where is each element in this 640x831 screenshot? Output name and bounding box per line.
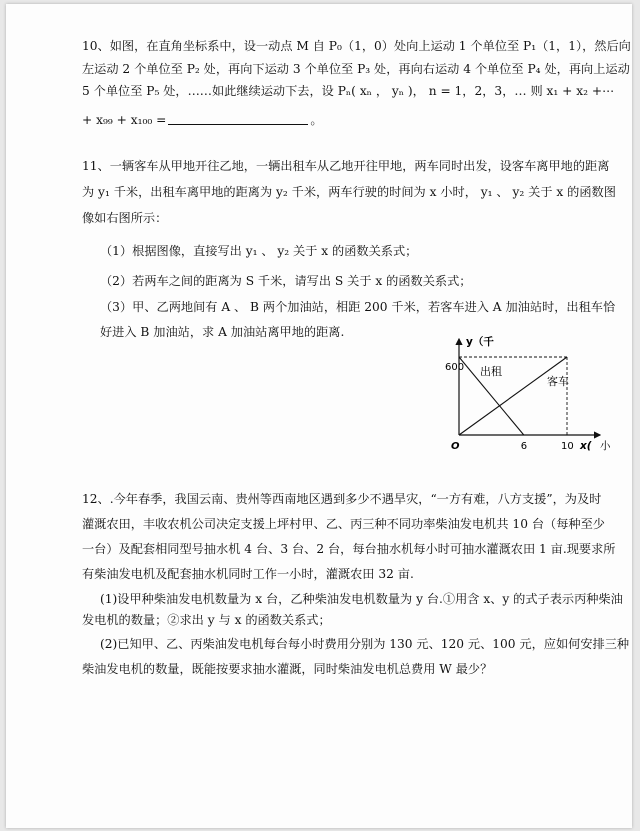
q12-sub-2: (2)已知甲、乙、丙柴油发电机每台每小时费用分别为 130 元、120 元、100 元，应如何安排三种 xyxy=(100,637,630,651)
q12-sub-2-cont: 柴油发电机的数量，既能按要求抽水灌溉，同时柴油发电机总费用 W 最少？ xyxy=(82,662,493,676)
q12-line-1: 12、.今年春季，我国云南、贵州等西南地区遇到多少不遇旱灾，“一方有难，八方支援”，为及时 xyxy=(82,492,602,506)
x-axis-label-tail: 小 xyxy=(600,440,611,452)
q10-sum-expression: + x₉₉ + x₁₀₀ = xyxy=(82,113,167,127)
y-tick-label-600: 600 xyxy=(445,362,465,373)
q12-sub-1: (1)设甲种柴油发电机数量为 x 台，乙种柴油发电机数量为 y 台.①用含 x、y 的式子表示丙种柴油 xyxy=(100,592,623,606)
q11-line-1: 11、一辆客车从甲地开往乙地，一辆出租车从乙地开往甲地，两车同时出发，设客车离甲地的距离 xyxy=(82,159,610,173)
q10-line-1: 10、如图，在直角坐标系中，设一动点 M 自 P₀（1，0）处向上运动 1 个单位至 P₁（1，1），然后向 xyxy=(82,39,631,53)
q10-line-3: 5 个单位至 P₅ 处，……如此继续运动下去，设 Pₙ( xₙ ， yₙ )， n = 1，2，3，… 则 x₁ + x₂ +⋯ xyxy=(82,84,615,98)
q12-line-4: 有柴油发电机及配套抽水机同时工作一小时，灌溉农田 32 亩. xyxy=(82,567,414,581)
q10-line-2: 左运动 2 个单位至 P₂ 处，再向下运动 3 个单位至 P₃ 处，再向右运动 4 个单位至 P₄ 处，再向上运动 xyxy=(82,62,630,76)
q11-sub-3: （3）甲、乙两地间有 A 、 B 两个加油站，相距 200 千米，若客车进入 A 加油站时，出租车恰 xyxy=(100,300,616,314)
q12-sub-1-cont: 发电机的数量；②求出 y 与 x 的函数关系式； xyxy=(82,613,331,627)
q11-sub-2: （2）若两车之间的距离为 S 千米，请写出 S 关于 x 的函数关系式； xyxy=(100,274,472,288)
q12-line-2: 灌溉农田，丰收农机公司决定支援上坪村甲、乙、丙三种不同功率柴油发电机共 10 台（每种至少 xyxy=(82,517,605,531)
series-label-taxi: 出租 xyxy=(480,365,502,378)
y-axis-label: y（千 xyxy=(466,336,494,348)
series-line-bus xyxy=(459,357,567,435)
q10-period: 。 xyxy=(310,113,323,127)
x-tick-label-6: 6 xyxy=(520,441,528,452)
q12-line-3: 一台）及配套相同型号抽水机 4 台、3 台、2 台，每台抽水机每小时可抽水灌溉农田 1 亩.现要求所 xyxy=(82,542,616,556)
x-axis-label: x( xyxy=(580,440,592,452)
q11-line-3: 像如右图所示： xyxy=(82,211,168,225)
q10-line-4 xyxy=(82,112,323,128)
answer-blank[interactable] xyxy=(168,112,308,125)
q11-sub-1: （1）根据图像，直接写出 y₁ 、 y₂ 关于 x 的函数关系式； xyxy=(100,244,418,258)
q11-line-2: 为 y₁ 千米，出租车离甲地的距离为 y₂ 千米，两车行驶的时间为 x 小时， y₁ 、 y₂ 关于 x 的函数图 xyxy=(82,185,616,199)
distance-time-graph xyxy=(430,325,620,460)
q11-sub-4: 好进入 B 加油站，求 A 加油站离甲地的距离. xyxy=(100,325,345,339)
origin-label: O xyxy=(451,441,460,452)
series-label-bus: 客车 xyxy=(547,375,569,388)
x-tick-label-10: 10 xyxy=(561,441,574,452)
